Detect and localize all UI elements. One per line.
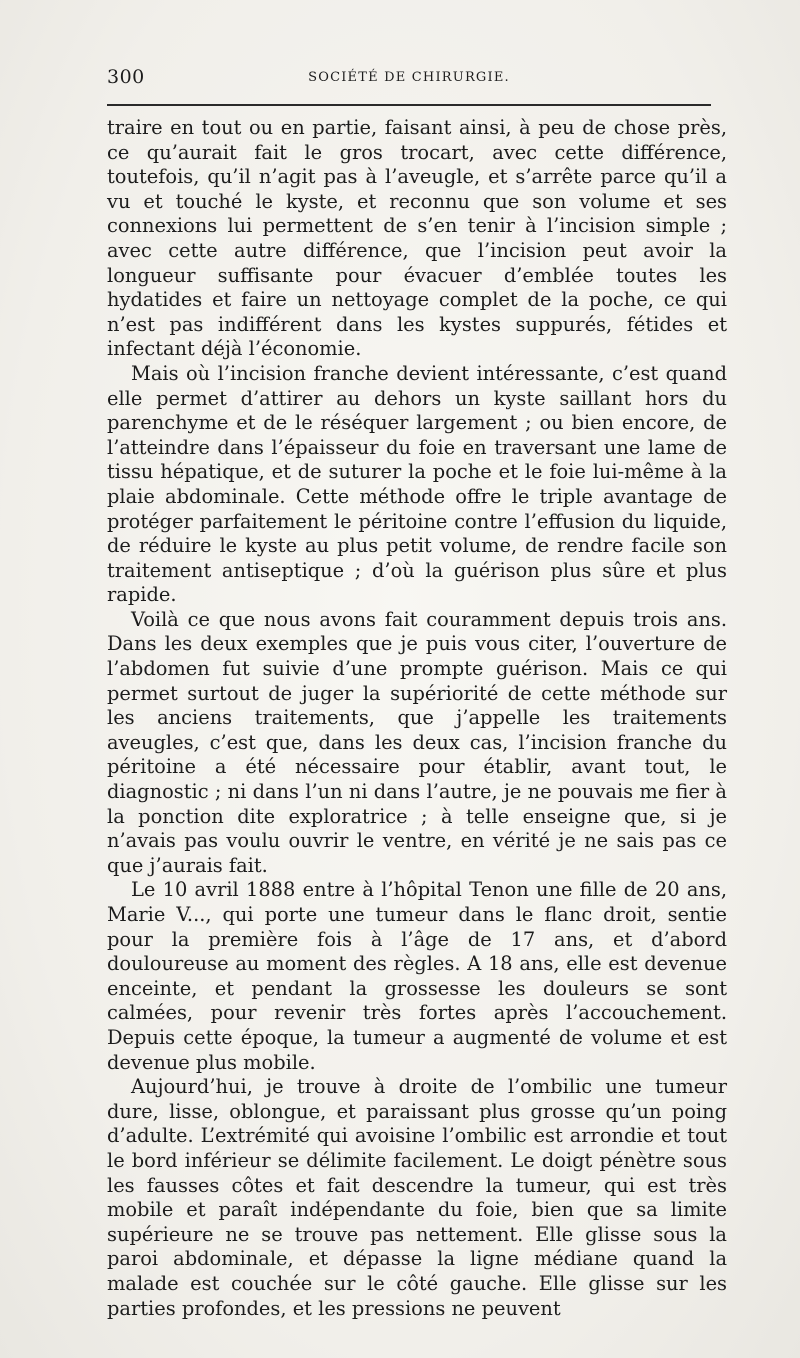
paragraph: Mais où l’incision franche devient intéressante, c’est quand elle permet d’attirer au dehors un kyste saillant hors du parenchyme et de le réséquer largement ; ou bien encore, de l’atteindre dans l’épaisseur du foie en traversant une lame de tissu hépatique, et de suturer la poche et le foie lui-même à la plaie abdominale. Cette méthode offre le triple avantage de protéger parfaitement le péritoine contre l’effusion du liquide, de réduire le kyste au plus petit volume, de rendre facile son traitement antiseptique ; d’où la guérison plus sûre et plus rapide. [107,361,727,607]
paragraph: Voilà ce que nous avons fait couramment depuis trois ans. Dans les deux exemples que je puis vous citer, l’ouverture de l’abdomen fut suivie d’une prompte guérison. Mais ce qui permet surtout de juger la supériorité de cette méthode sur les anciens traitements, que j’appelle les traitements aveugles, c’est que, dans les deux cas, l’incision franche du péritoine a été nécessaire pour établir, avant tout, le diagnostic ; ni dans l’un ni dans l’autre, je ne pouvais me fier à la ponction dite exploratrice ; à telle enseigne que, si je n’avais pas voulu ouvrir le ventre, en vérité je ne sais pas ce que j’aurais fait. [107,607,727,877]
body-text [107,116,727,1321]
running-title: SOCIÉTÉ DE CHIRURGIE. [308,70,510,85]
header-rule [107,104,711,106]
paragraph: traire en tout ou en partie, faisant ainsi, à peu de chose près, ce qu’aurait fait le gros trocart, avec cette différence, toutefois, qu’il n’agit pas à l’aveugle, et s’arrête parce qu’il a vu et touché le kyste, et reconnu que son volume et ses connexions lui permettent de s’en tenir à l’incision simple ; avec cette autre différence, que l’incision peut avoir la longueur suffisante pour évacuer d’emblée toutes les hydatides et faire un nettoyage complet de la poche, ce qui n’est pas indifférent dans les kystes suppurés, fétides et infectant déjà l’économie. [107,116,727,361]
paragraph: Aujourd’hui, je trouve à droite de l’ombilic une tumeur dure, lisse, oblongue, et paraissant plus grosse qu’un poing d’adulte. L’extrémité qui avoisine l’ombilic est arrondie et tout le bord inférieur se délimite facilement. Le doigt pénètre sous les fausses côtes et fait descendre la tumeur, qui est très mobile et paraît indépendante du foie, bien que sa limite supérieure ne se trouve pas nettement. Elle glisse sous la paroi abdominale, et dépasse la ligne médiane quand la malade est couchée sur le côté gauche. Elle glisse sur les parties profondes, et les pressions ne peuvent [107,1075,727,1320]
paragraph: Le 10 avril 1888 entre à l’hôpital Tenon une fille de 20 ans, Marie V..., qui porte une tumeur dans le flanc droit, sentie pour la première fois à l’âge de 17 ans, et d’abord douloureuse au moment des règles. A 18 ans, elle est devenue enceinte, et pendant la grossesse les douleurs se sont calmées, pour revenir très fortes après l’accouchement. Depuis cette époque, la tumeur a augmenté de volume et est devenue plus mobile. [107,878,727,1074]
page-number: 300 [107,66,145,88]
page-header [107,66,711,96]
